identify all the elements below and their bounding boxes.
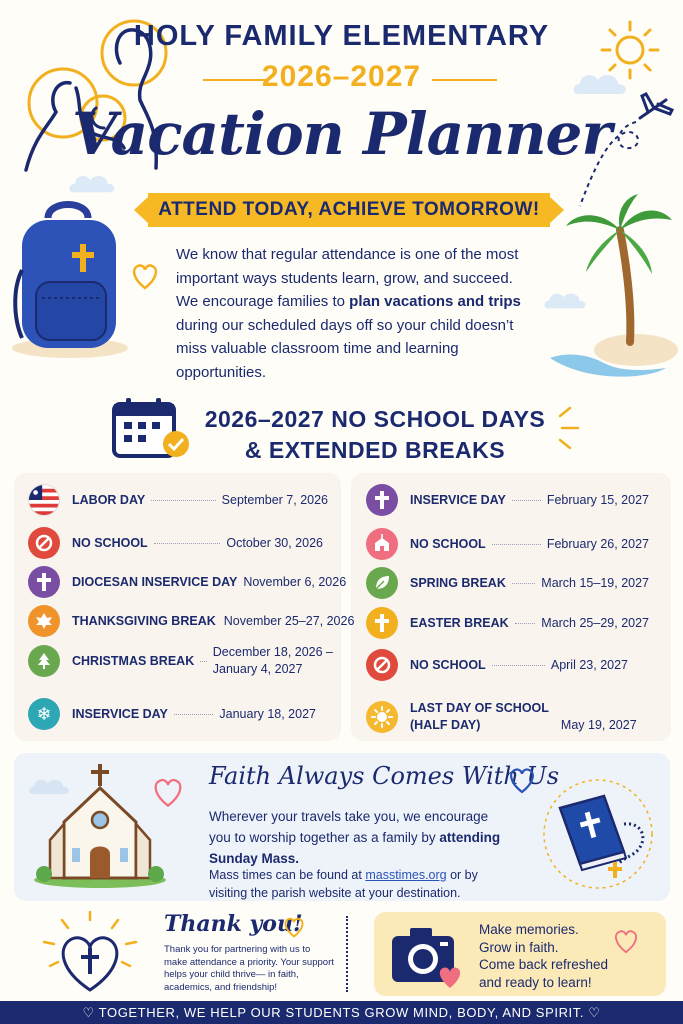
mass-times-text-end: or by visiting the parish website at your destination. — [209, 868, 478, 900]
camera-icon — [388, 920, 468, 990]
event-date: March 15–19, 2027 — [541, 575, 649, 590]
snowflake-icon: ❄ — [28, 698, 60, 730]
memories-text — [479, 921, 629, 991]
leader-dots — [151, 500, 216, 501]
schedule-row-easter-break — [366, 607, 649, 639]
faith-emphasis: attending Sunday Mass. — [209, 830, 501, 866]
event-name: LABOR DAY — [72, 493, 146, 507]
memories-line: Make memories. — [479, 922, 579, 937]
schedule-row-no-school-feb — [366, 528, 649, 560]
faith-text: Wherever your travels take you, we encourage you to worship together as a family by — [209, 809, 489, 845]
cross-icon — [366, 607, 398, 639]
event-date: February 15, 2027 — [546, 492, 649, 507]
faith-title: Faith Always Comes With Us — [209, 762, 560, 790]
event-name: DIOCESAN INSERVICE DAY — [72, 575, 238, 589]
mass-times-text: Mass times can be found at — [209, 868, 366, 882]
event-date: May 19, 2027 — [560, 718, 637, 732]
event-date-start: December 18, 2026 – — [212, 645, 333, 659]
event-date-end: January 4, 2027 — [212, 662, 303, 676]
backpack-icon — [8, 200, 133, 360]
church-icon — [30, 764, 170, 888]
leader-dots — [200, 661, 207, 662]
heart-icon — [612, 928, 640, 954]
heart-cross-icon — [40, 910, 140, 996]
event-date: November 25–27, 2026 — [223, 613, 355, 628]
event-name: INSERVICE DAY — [72, 707, 168, 721]
event-name: NO SCHOOL — [410, 537, 486, 551]
intro-emphasis: plan vacations and trips — [349, 293, 521, 310]
leader-dots — [174, 714, 214, 715]
schedule-row-spring-break — [366, 567, 649, 599]
leader-dots — [492, 544, 541, 545]
schedule-row-last-day — [366, 700, 637, 734]
year-divider-right — [432, 79, 497, 81]
event-name — [410, 700, 549, 734]
event-date: November 6, 2026 — [243, 574, 347, 589]
footer-text: TOGETHER, WE HELP OUR STUDENTS GROW MIND, BODY, AND SPIRIT. — [98, 1005, 585, 1020]
schedule-row-inservice-jan — [28, 698, 316, 730]
memories-line: Grow in faith. — [479, 939, 559, 955]
schedule-row-thanksgiving — [28, 605, 355, 637]
thanks-paragraph: Thank you for partnering with us to make attendance a priority. Your support helps your child thrive— in faith, academics, and friendship! — [164, 944, 334, 993]
leader-dots — [512, 583, 535, 584]
event-name: INSERVICE DAY — [410, 493, 506, 507]
event-name: SPRING BREAK — [410, 576, 506, 590]
leader-dots — [154, 543, 221, 544]
mass-times-note — [209, 866, 509, 902]
event-date: September 7, 2026 — [221, 492, 328, 507]
event-name: THANKSGIVING BREAK — [72, 614, 216, 628]
event-name: EASTER BREAK — [410, 616, 509, 630]
leaf-icon — [28, 605, 60, 637]
no-symbol-icon — [28, 527, 60, 559]
thanks-title: Thank you! — [164, 911, 303, 937]
intro-text: We know that regular attendance is one of the most important ways students learn, grow, and succeed. We encourage families to — [176, 246, 519, 310]
motto-banner: ATTEND TODAY, ACHIEVE TOMORROW! — [148, 193, 550, 227]
cloud-icon — [68, 170, 118, 194]
event-name: NO SCHOOL — [72, 536, 148, 550]
cross-icon — [28, 566, 60, 598]
faith-paragraph — [209, 806, 509, 869]
heart-icon: ♡ — [588, 1005, 601, 1020]
section-divider — [346, 916, 348, 992]
leaf-icon — [366, 567, 398, 599]
heart-icon — [151, 776, 185, 808]
schedule-title — [190, 404, 560, 466]
intro-text-end: during our scheduled days off so your child doesn’t miss valuable classroom time and learning opportunities. — [176, 316, 514, 381]
schedule-row-no-school-apr — [366, 649, 628, 681]
leader-dots — [492, 665, 545, 666]
footer-bar — [0, 1001, 683, 1024]
school-icon — [366, 528, 398, 560]
tree-icon — [28, 645, 60, 677]
intro-paragraph — [176, 243, 536, 384]
heart-icon — [282, 916, 306, 938]
page-title: Vacation Planner — [71, 100, 612, 168]
event-name: NO SCHOOL — [410, 658, 486, 672]
event-date: January 18, 2027 — [219, 706, 316, 721]
school-year: 2026–2027 — [261, 60, 422, 93]
event-name-line2: (HALF DAY) — [410, 718, 481, 732]
palm-tree-icon — [546, 192, 678, 384]
schedule-row-no-school-oct — [28, 527, 323, 559]
event-date: March 25–29, 2027 — [541, 615, 649, 630]
memories-line: and ready to learn! — [479, 974, 592, 990]
schedule-row-labor-day — [28, 484, 328, 516]
event-name: CHRISTMAS BREAK — [72, 654, 195, 668]
no-symbol-icon — [366, 649, 398, 681]
leader-dots — [512, 500, 541, 501]
heart-icon: ♡ — [82, 1005, 99, 1020]
heart-icon — [507, 766, 537, 794]
event-date: April 23, 2027 — [550, 657, 628, 672]
us-flag-icon — [28, 484, 60, 516]
schedule-row-christmas — [28, 644, 333, 678]
schedule-row-diocesan-inservice — [28, 566, 347, 598]
cross-icon — [366, 484, 398, 516]
calendar-check-icon — [110, 396, 192, 462]
event-date — [213, 644, 333, 678]
event-date: October 30, 2026 — [226, 535, 323, 550]
sparkle-icon — [556, 406, 584, 450]
schedule-row-inservice-feb — [366, 484, 649, 516]
school-name: HOLY FAMILY ELEMENTARY — [133, 20, 550, 52]
event-name-line1: LAST DAY OF SCHOOL — [410, 701, 549, 715]
leader-dots — [515, 623, 536, 624]
bible-rosary-icon — [540, 778, 658, 890]
schedule-title-line2: & EXTENDED BREAKS — [244, 437, 506, 463]
sun-icon — [366, 701, 398, 733]
heart-icon — [130, 262, 160, 290]
masstimes-link[interactable]: masstimes.org — [365, 868, 447, 882]
event-date: February 26, 2027 — [546, 536, 649, 551]
schedule-title-line1: 2026–2027 NO SCHOOL DAYS — [204, 406, 546, 432]
memories-line: Come back refreshed — [479, 957, 609, 972]
